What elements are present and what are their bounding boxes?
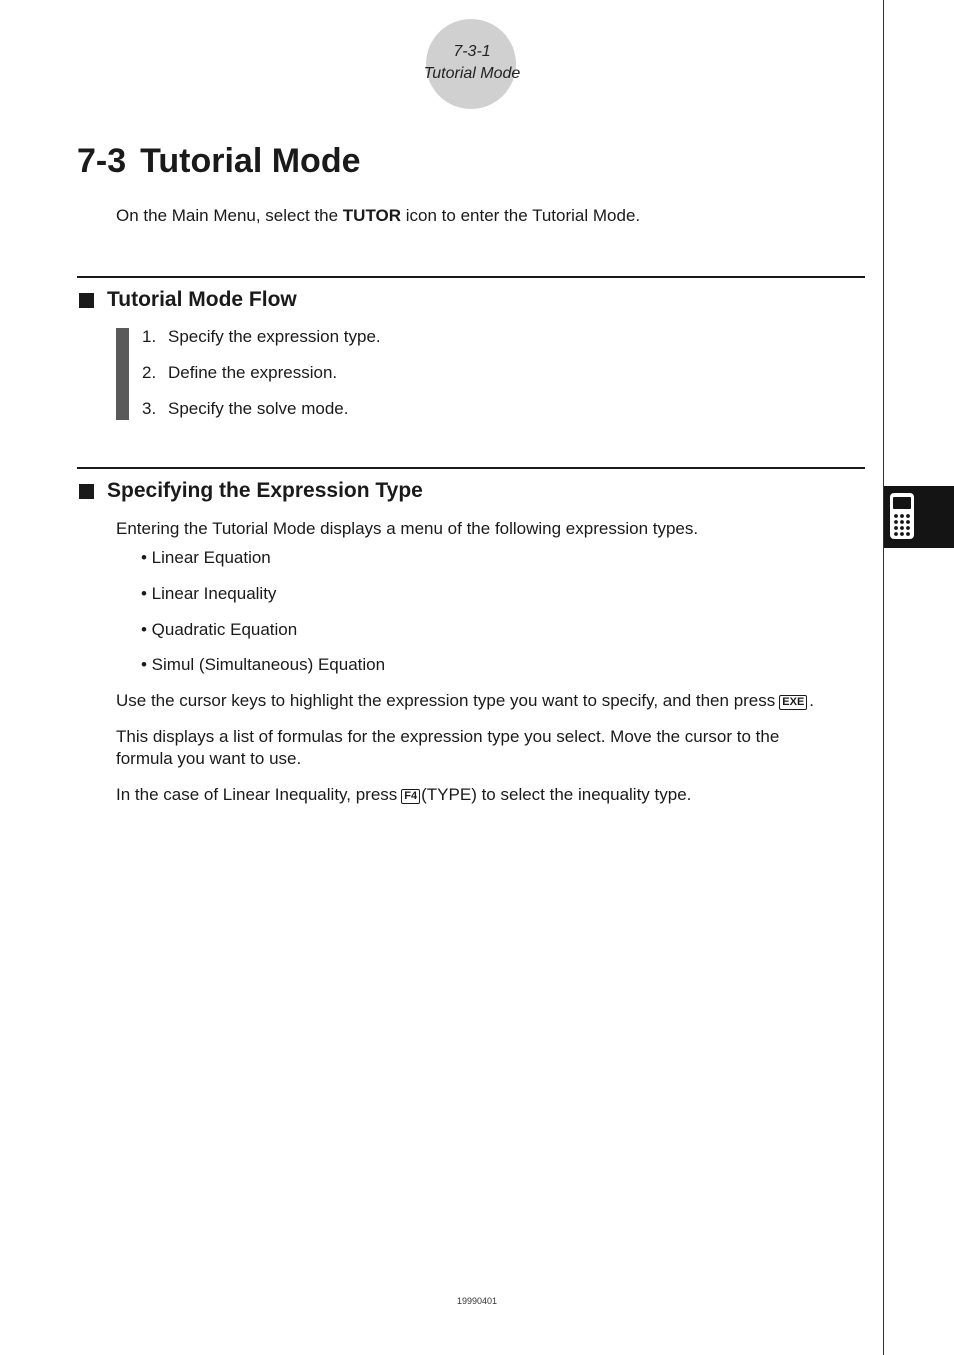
intro-paragraph [116, 205, 640, 227]
footer-code: 19990401 [456, 1296, 498, 1306]
type-intro: Entering the Tutorial Mode displays a menu of the following expression types. [116, 519, 699, 538]
formula-paragraph-line2: formula you want to use. [116, 749, 302, 768]
ineq-text: In the case of Linear Inequality, press [116, 785, 398, 804]
cursor-text: Use the cursor keys to highlight the expression type you want to specify, and then press [116, 691, 776, 710]
step-number: 2. [142, 363, 157, 382]
step-number: 1. [142, 327, 157, 346]
expression-type-item: • Linear Equation [141, 548, 271, 567]
section-rule-type [77, 467, 865, 469]
heading-square-icon [79, 484, 94, 499]
type-heading-text: Specifying the Expression Type [107, 479, 423, 502]
chapter-title-text: Tutorial Mode [140, 142, 361, 180]
step-text: Specify the expression type. [168, 327, 381, 346]
calculator-icon [888, 491, 916, 541]
inequality-instruction [116, 784, 691, 806]
flow-step [142, 398, 348, 420]
flow-heading-text: Tutorial Mode Flow [107, 288, 297, 311]
cursor-end: . [809, 691, 815, 710]
flow-side-bar [116, 328, 129, 420]
expression-type-item: • Quadratic Equation [141, 620, 298, 639]
step-text: Define the expression. [168, 363, 338, 382]
cursor-instruction [116, 690, 814, 712]
section-heading-type [79, 479, 423, 503]
chapter-title [77, 142, 361, 181]
page-number: 7-3-1 [453, 43, 491, 60]
heading-square-icon [79, 293, 94, 308]
chapter-number: 7-3 [77, 142, 127, 180]
right-margin-rule [883, 0, 884, 1355]
f4-key-icon: F4 [401, 789, 420, 804]
flow-step [142, 362, 337, 384]
step-number: 3. [142, 399, 157, 418]
section-rule-flow [77, 276, 865, 278]
chapter-side-tab [884, 486, 954, 548]
exe-key-icon: EXE [779, 695, 807, 710]
step-text: Specify the solve mode. [168, 399, 349, 418]
flow-step [142, 326, 381, 348]
section-heading-flow [79, 288, 297, 312]
formula-paragraph-line1: This displays a list of formulas for the expression type you select. Move the cursor to the [116, 727, 780, 746]
intro-text: On the Main Menu, select the [116, 206, 343, 225]
expression-type-item: • Simul (Simultaneous) Equation [141, 655, 386, 674]
tutor-keyword: TUTOR [342, 206, 402, 225]
intro-text-end: icon to enter the Tutorial Mode. [401, 206, 641, 225]
page-section-name: Tutorial Mode [423, 65, 521, 82]
ineq-text-end: (TYPE) to select the inequality type. [421, 785, 692, 804]
expression-type-item: • Linear Inequality [141, 584, 277, 603]
